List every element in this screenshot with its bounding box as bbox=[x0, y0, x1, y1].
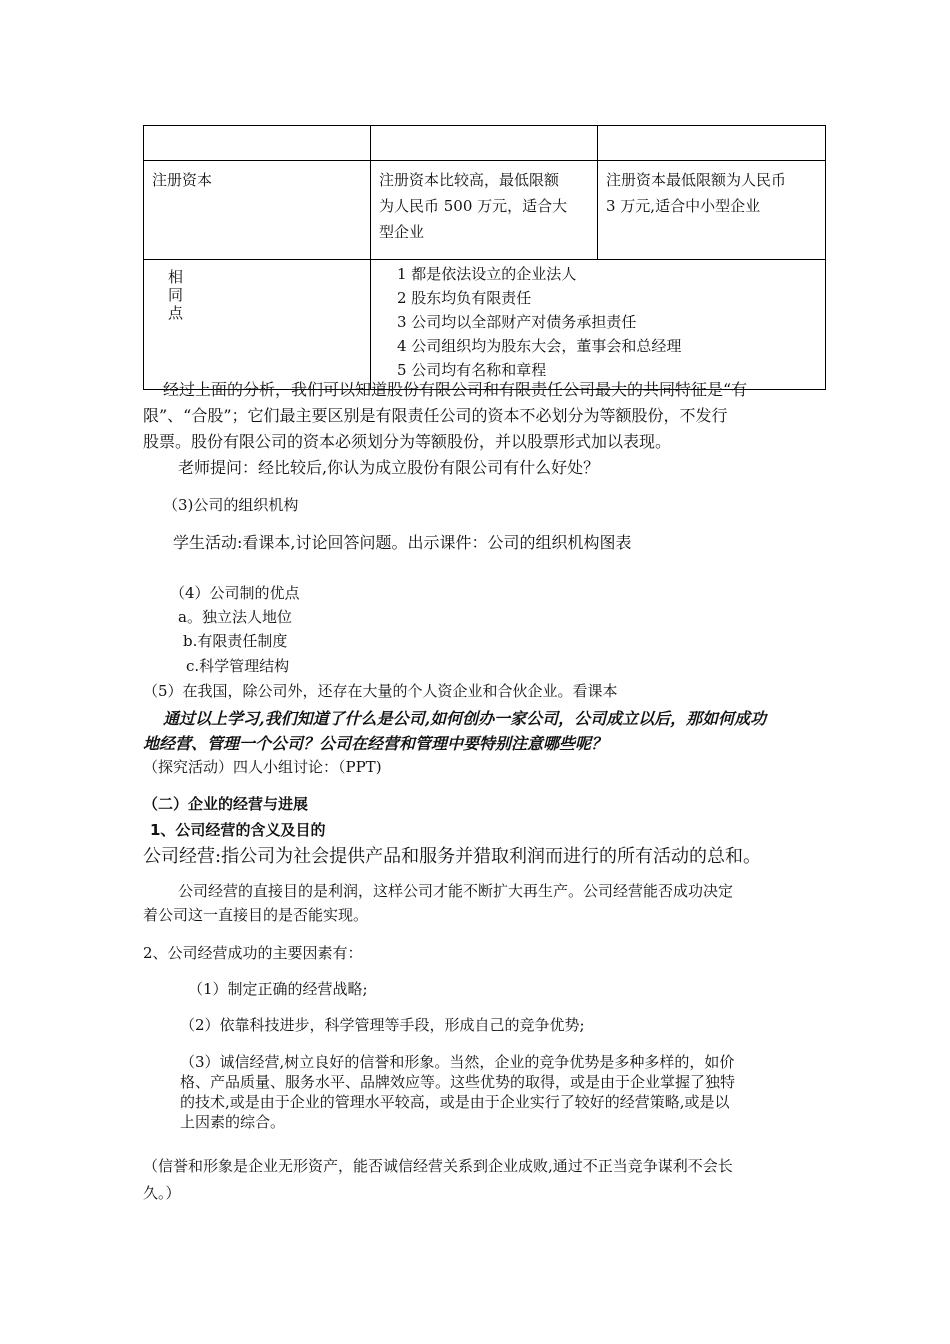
list-item: 5 公司均有名称和章程 bbox=[397, 361, 547, 379]
list-item: 2 股东均负有限责任 bbox=[397, 289, 532, 307]
table-cell bbox=[371, 126, 598, 161]
highlight-line: 地经营、管理一个公司？公司在经营和管理中要特别注意哪些呢？ bbox=[143, 734, 608, 753]
definition-text: 公司经营:指公司为社会提供产品和服务并猎取利润而进行的所有活动的总和。 bbox=[143, 846, 762, 867]
cell-line: 注册资本比较高，最低限额 bbox=[379, 171, 560, 189]
table-row bbox=[144, 161, 826, 260]
cell-line: 为人民币 500 万元，适合大 bbox=[379, 197, 568, 215]
factors-title: 2、公司经营成功的主要因素有： bbox=[143, 944, 363, 962]
list-item: 3 公司均以全部财产对债务承担责任 bbox=[397, 313, 637, 331]
list-item: 1 都是依法设立的企业法人 bbox=[397, 265, 577, 283]
purpose-line: 着公司这一直接目的是否能实现。 bbox=[143, 906, 369, 924]
factor-line: 上因素的综合。 bbox=[180, 1113, 286, 1131]
cell-line: 型企业 bbox=[379, 223, 425, 241]
capital-limited-cell bbox=[598, 161, 826, 260]
analysis-line: 经过上面的分析，我们可以知道股份有限公司和有限责任公司最大的共同特征是“有 bbox=[163, 380, 748, 399]
cell-line: 3 万元,适合中小型企业 bbox=[606, 197, 761, 215]
analysis-line: 股票。股份有限公司的资本必须划分为等额股份，并以股票形式加以表现。 bbox=[143, 432, 672, 451]
table-row bbox=[144, 260, 826, 390]
table-row bbox=[144, 126, 826, 161]
list-item: b.有限责任制度 bbox=[183, 632, 288, 650]
section-4-title: （4）公司制的优点 bbox=[170, 584, 300, 602]
table-cell bbox=[598, 126, 826, 161]
cell-line: 注册资本最低限额为人民币 bbox=[606, 171, 787, 189]
highlight-line: 通过以上学习,我们知道了什么是公司,如何创办一家公司，公司成立以后，那如何成功 bbox=[163, 709, 767, 728]
analysis-line: 限”、“合股”；它们最主要区别是有限责任公司的资本不必划分为等额股份，不发行 bbox=[143, 406, 728, 425]
explore-activity: （探究活动）四人小组讨论：（PPT) bbox=[143, 758, 382, 776]
comparison-table bbox=[143, 125, 826, 390]
capital-label: 注册资本 bbox=[144, 161, 371, 260]
section-5-text: （5）在我国，除公司外，还存在大量的个人资企业和合伙企业。看课本 bbox=[143, 682, 618, 700]
similarities-list bbox=[371, 260, 826, 390]
factor-line: 格、产品质量、服务水平、品牌效应等。这些优势的取得，或是由于企业掌握了独特 bbox=[180, 1073, 736, 1091]
factor-line: （3）诚信经营,树立良好的信誉和形象。当然，企业的竞争优势是多种多样的，如价 bbox=[180, 1053, 735, 1071]
label-char: 同 bbox=[168, 286, 184, 304]
capital-joint-stock-cell bbox=[371, 161, 598, 260]
purpose-line: 公司经营的直接目的是利润，这样公司才能不断扩大再生产。公司经营能否成功决定 bbox=[178, 882, 734, 900]
section-3-title: （3)公司的组织机构 bbox=[163, 496, 299, 514]
list-item: c.科学管理结构 bbox=[186, 657, 290, 675]
subsection-heading: 1、公司经营的含义及目的 bbox=[150, 821, 326, 839]
table-cell bbox=[144, 126, 371, 161]
note-line: （信誉和形象是企业无形资产，能否诚信经营关系到企业成败,通过不正当竞争谋利不会长 bbox=[143, 1157, 733, 1175]
factor-item: （2）依靠科技进步，科学管理等手段，形成自己的竞争优势; bbox=[180, 1016, 585, 1034]
similarities-label bbox=[144, 260, 371, 390]
label-char: 相 bbox=[168, 268, 184, 286]
teacher-question: 老师提问：经比较后,你认为成立股份有限公司有什么好处？ bbox=[178, 458, 600, 477]
list-item: 4 公司组织均为股东大会，董事会和总经理 bbox=[397, 337, 682, 355]
label-char: 点 bbox=[168, 304, 184, 322]
student-activity: 学生活动:看课本,讨论回答问题。出示课件：公司的组织机构图表 bbox=[173, 533, 632, 552]
note-line: 久。） bbox=[143, 1184, 181, 1202]
factor-item: （1）制定正确的经营战略; bbox=[188, 980, 368, 998]
section-heading: （二）企业的经营与进展 bbox=[143, 795, 309, 813]
list-item: a。独立法人地位 bbox=[178, 608, 292, 626]
factor-line: 的技术,或是由于企业的管理水平较高，或是由于企业实行了较好的经营策略,或是以 bbox=[180, 1093, 730, 1111]
